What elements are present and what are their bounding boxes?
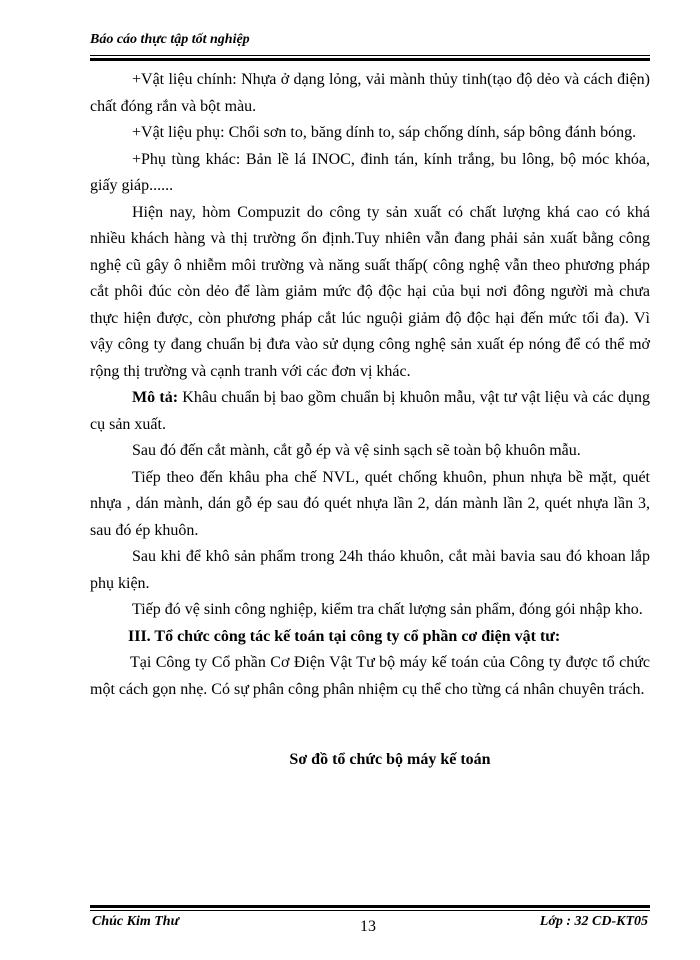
figure-title: Sơ đồ tổ chức bộ máy kế toán bbox=[289, 751, 491, 768]
paragraph-main-materials: +Vật liệu chính: Nhựa ở dạng lỏng, vải mành thủy tinh(tạo độ dẻo và cách điện) chất đóng rắn và bột màu. bbox=[90, 71, 650, 115]
paragraph-accounting: Tại Công ty Cổ phần Cơ Điện Vật Tư bộ máy kế toán của Công ty được tổ chức một cách gọn nhẹ. Có sự phân công phân nhiệm cụ thể cho từng cá nhân chuyên trách. bbox=[90, 654, 650, 698]
footer-author: Chúc Kim Thư bbox=[92, 914, 179, 929]
footer-rule-thin bbox=[90, 910, 650, 911]
section-heading: III. Tổ chức công tác kế toán tại công ty cổ phần cơ điện vật tư: bbox=[128, 627, 561, 645]
page-header-title: Báo cáo thực tập tốt nghiệp bbox=[90, 32, 250, 47]
header-rule-thin bbox=[90, 55, 650, 56]
description-text: Khâu chuẩn bị bao gồm chuẩn bị khuôn mẫu, vật tư vật liệu và các dụng cụ sản xuất. bbox=[90, 389, 650, 433]
page-body bbox=[90, 67, 650, 774]
description-label: Mô tả: bbox=[132, 389, 179, 406]
paragraph-current-situation: Hiện nay, hòm Compuzit do công ty sản xuất có chất lượng khá cao có khá nhiều khách hàng và thị trường ổn định.Tuy nhiên vẫn đang phải sản xuất bằng công nghệ cũ gây ô nhiễm môi trường và năng suất thấp( công nghệ vẫn theo phương pháp cắt phôi đúc còn dẻo để làm giảm mức độ độc hại của bụi nơi đông người mà chưa thực hiện được, còn phương pháp cắt lúc nguội giảm độ độc hại đến mức tối đa). Vì vậy công ty đang chuẩn bị đưa vào sử dụng công nghệ sản xuất ép nóng để có thể mở rộng thị trường và cạnh tranh với các đơn vị khác. bbox=[90, 203, 650, 380]
paragraph-drying: Sau khi để khô sản phẩm trong 24h tháo khuôn, cắt mài bavia sau đó khoan lắp phụ kiện. bbox=[90, 548, 650, 592]
paragraph-other-parts: +Phụ tùng khác: Bản lề lá INOC, đinh tán, kính trắng, bu lông, bộ móc khóa, giấy giáp...... bbox=[90, 150, 650, 194]
paragraph-mixing: Tiếp theo đến khâu pha chế NVL, quét chống khuôn, phun nhựa bề mặt, quét nhựa , dán mành, dán gỗ ép sau đó quét nhựa lần 2, dán mành lần 2, quét nhựa lần 3, sau đó ép khuôn. bbox=[90, 468, 650, 539]
footer-rule-thick bbox=[90, 905, 650, 908]
paragraph-cleaning: Tiếp đó vệ sinh công nghiệp, kiểm tra chất lượng sản phẩm, đóng gói nhập kho. bbox=[132, 601, 643, 618]
footer-class: Lớp : 32 CD-KT05 bbox=[539, 914, 648, 929]
page-number: 13 bbox=[360, 918, 376, 935]
paragraph-cutting: Sau đó đến cắt mành, cắt gỗ ép và vệ sinh sạch sẽ toàn bộ khuôn mẫu. bbox=[132, 442, 581, 459]
paragraph-description bbox=[90, 385, 650, 438]
paragraph-auxiliary-materials: +Vật liệu phụ: Chổi sơn to, băng dính to, sáp chống dính, sáp bông đánh bóng. bbox=[132, 124, 637, 141]
header-rule-thick bbox=[90, 58, 650, 61]
